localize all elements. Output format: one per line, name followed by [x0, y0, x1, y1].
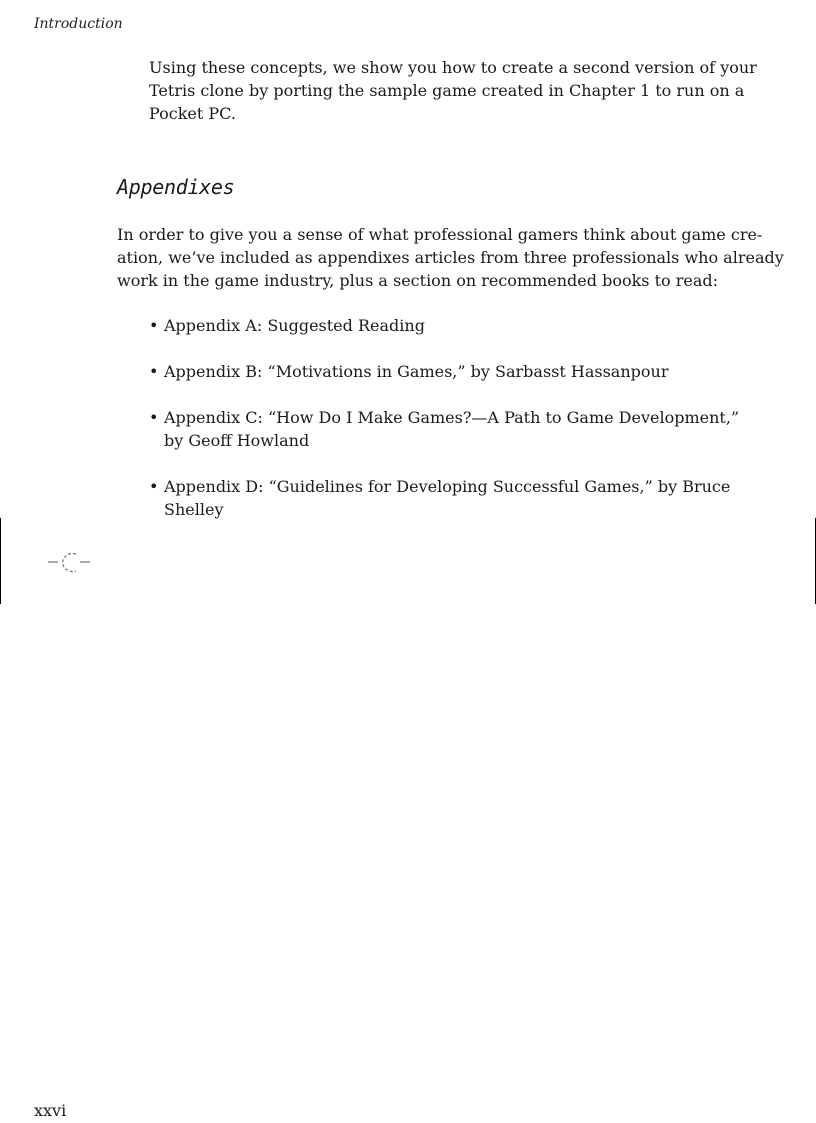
appendixes-intro-paragraph	[117, 223, 784, 292]
appendix-list-item-c	[149, 406, 740, 452]
intro-line: Using these concepts, we show you how to create a second version of your	[149, 58, 757, 77]
appendix-list-item-a	[149, 314, 727, 337]
bullet-icon: •	[149, 408, 159, 427]
appendix-item-line: Shelley	[164, 500, 224, 519]
bullet-icon: •	[149, 477, 159, 496]
registration-mark-icon	[48, 550, 92, 576]
page-number: xxvi	[34, 1101, 67, 1120]
section-heading-appendixes: Appendixes	[117, 175, 235, 199]
appendixes-intro-line: work in the game industry, plus a section on recommended books to read:	[117, 271, 719, 290]
appendix-item-line: Appendix D: “Guidelines for Developing Successful Games,” by Bruce	[164, 477, 731, 496]
running-head: Introduction	[34, 16, 123, 32]
appendix-item-line: by Geoff Howland	[164, 431, 310, 450]
intro-line: Pocket PC.	[149, 104, 236, 123]
appendix-item-line: Appendix C: “How Do I Make Games?—A Path to Game Development,”	[164, 408, 740, 427]
bullet-icon: •	[149, 362, 159, 381]
appendixes-intro-line: ation, we’ve included as appendixes articles from three professionals who already	[117, 248, 784, 267]
intro-paragraph	[117, 56, 757, 125]
intro-line: Tetris clone by porting the sample game created in Chapter 1 to run on a	[149, 81, 745, 100]
appendix-list	[117, 314, 740, 521]
appendixes-intro-line: In order to give you a sense of what professional gamers think about game cre-	[117, 225, 763, 244]
crop-mark-left	[0, 518, 1, 604]
page-content	[117, 56, 784, 544]
bullet-icon: •	[149, 316, 159, 335]
appendix-list-item-d	[149, 475, 731, 521]
appendix-item-line: Appendix A: Suggested Reading	[164, 316, 425, 335]
appendix-item-line: Appendix B: “Motivations in Games,” by Sarbasst Hassanpour	[164, 362, 669, 381]
appendix-list-item-b	[149, 360, 727, 383]
